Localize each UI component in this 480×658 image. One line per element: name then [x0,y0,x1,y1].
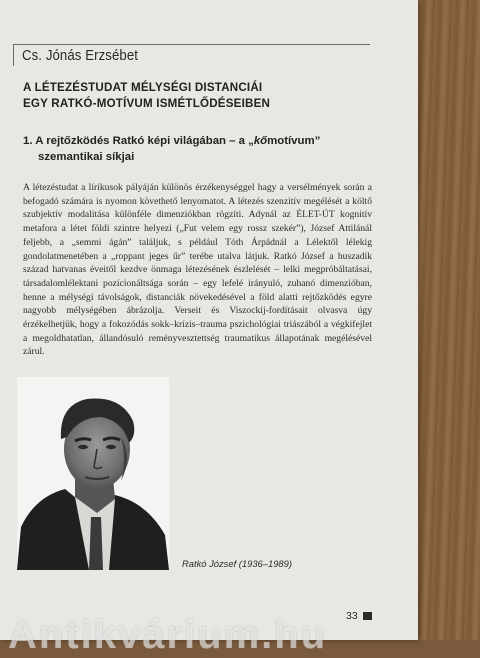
watermark-text: Antikvárium.hu [8,613,328,657]
article-title [23,80,363,112]
section-heading-line1 [23,133,363,149]
header-rule [13,44,370,45]
header-rule-vertical [13,44,14,66]
section-heading-italic: kő [253,135,268,147]
page-number-square [363,612,372,620]
article-title-line1: A LÉTEZÉSTUDAT MÉLYSÉGI DISTANCIÁI [23,81,263,94]
author-name: Cs. Jónás Erzsébet [22,47,139,64]
wooden-background [418,0,480,640]
section-heading [23,133,363,165]
portrait-photo [17,377,169,570]
page-number: 33 [346,610,358,622]
body-paragraph: A létezéstudat a lírikusok pályáján különös érzékenységgel hagy a versélmények során a befogadó számára is nyomon követhető lenyomatot. A létezés szenzitív megélését a költő szubjektív modalitása különféle dimenziókban rögzíti. Adynál az ÉLET-ÚT kognitív metafora a létet földi szintre helyezi („Fut velem egy rossz szekér”), József Attilánál feljebb, a „semmi ágán” találjuk, s például Tóth Árpádnál a Lélektől lélekig gondolatmenetében a „roppant jeges űr” terébe utalva látjuk. Ratkó József a huszadik század hatvanas éveitől kezdve önmaga létezésének észlelését – lelki megpróbáltatásai, társadalomlélektani pozícionáltsága során – egy lefelé irányuló, zuhanó dimenzióban, henne a mélységi távolságok, distanciák növekedésével a föld alatti rejtőzködés egyre nagyobb mélységében ábrázolja. Verseit és Viszockij-fordításait olvasva úgy érzékelhetjük, hogy a fokozódás sokk–krízis–trauma pszichológiai triászából a végkifejlet a megoldhatatlan, állandósuló reményvesztettség traumatikus állapotának megélésével zárul. [23,182,372,358]
section-heading-pre: 1. A rejtőzködés Ratkó képi világában – a „ [23,135,254,147]
article-title-line2: EGY RATKÓ-MOTÍVUM ISMÉTLŐDÉSEIBEN [23,97,271,110]
photo-caption: Ratkó József (1936–1989) [182,558,292,569]
section-heading-line2: szemantikai síkjai [38,151,135,163]
section-heading-post: motívum” [267,135,321,147]
portrait-image [17,377,169,570]
